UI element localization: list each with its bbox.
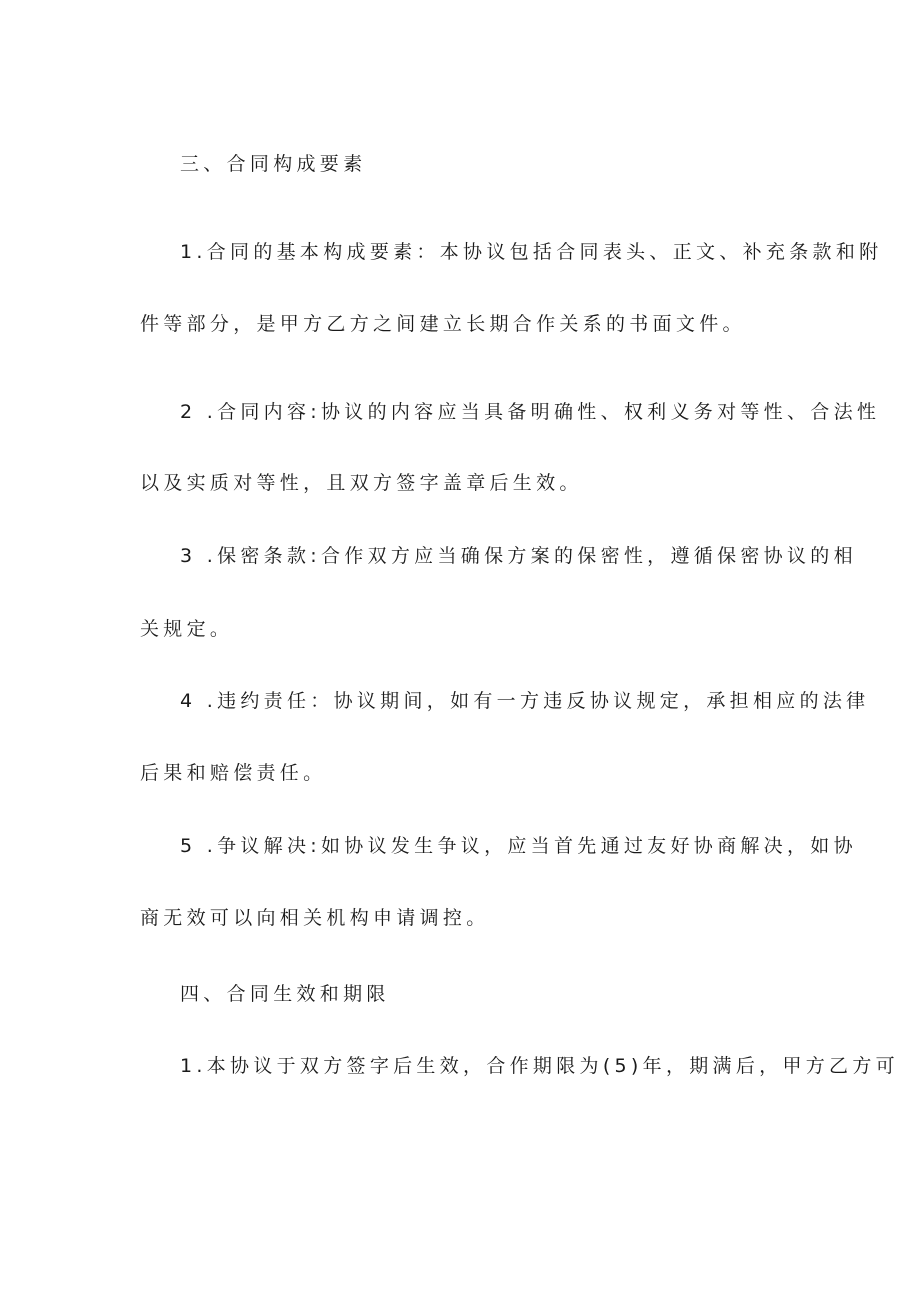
clause-3-1-line-2: 件等部分，是甲方乙方之间建立长期合作关系的书面文件。	[140, 313, 746, 335]
clause-3-3-line-2: 关规定。	[140, 618, 234, 640]
section-4-heading: 四、合同生效和期限	[180, 983, 390, 1005]
clause-3-2-line-2: 以及实质对等性，且双方签字盖章后生效。	[140, 472, 583, 494]
clause-3-2-line-1: 2 .合同内容:协议的内容应当具备明确性、权利义务对等性、合法性	[180, 401, 881, 423]
clause-3-5-line-2: 商无效可以向相关机构申请调控。	[140, 907, 490, 929]
clause-3-4-line-2: 后果和赔偿责任。	[140, 762, 327, 784]
clause-3-4-line-1: 4 .违约责任：协议期间，如有一方违反协议规定，承担相应的法律	[180, 690, 870, 712]
clause-3-1-line-1: 1.合同的基本构成要素：本协议包括合同表头、正文、补充条款和附	[180, 241, 883, 263]
clause-3-3-line-1: 3 .保密条款:合作双方应当确保方案的保密性，遵循保密协议的相	[180, 545, 857, 567]
clause-4-1-line-1: 1.本协议于双方签字后生效，合作期限为(5)年，期满后，甲方乙方可	[180, 1055, 899, 1077]
clause-3-5-line-1: 5 .争议解决:如协议发生争议，应当首先通过友好协商解决，如协	[180, 835, 857, 857]
section-3-heading: 三、合同构成要素	[180, 153, 367, 175]
